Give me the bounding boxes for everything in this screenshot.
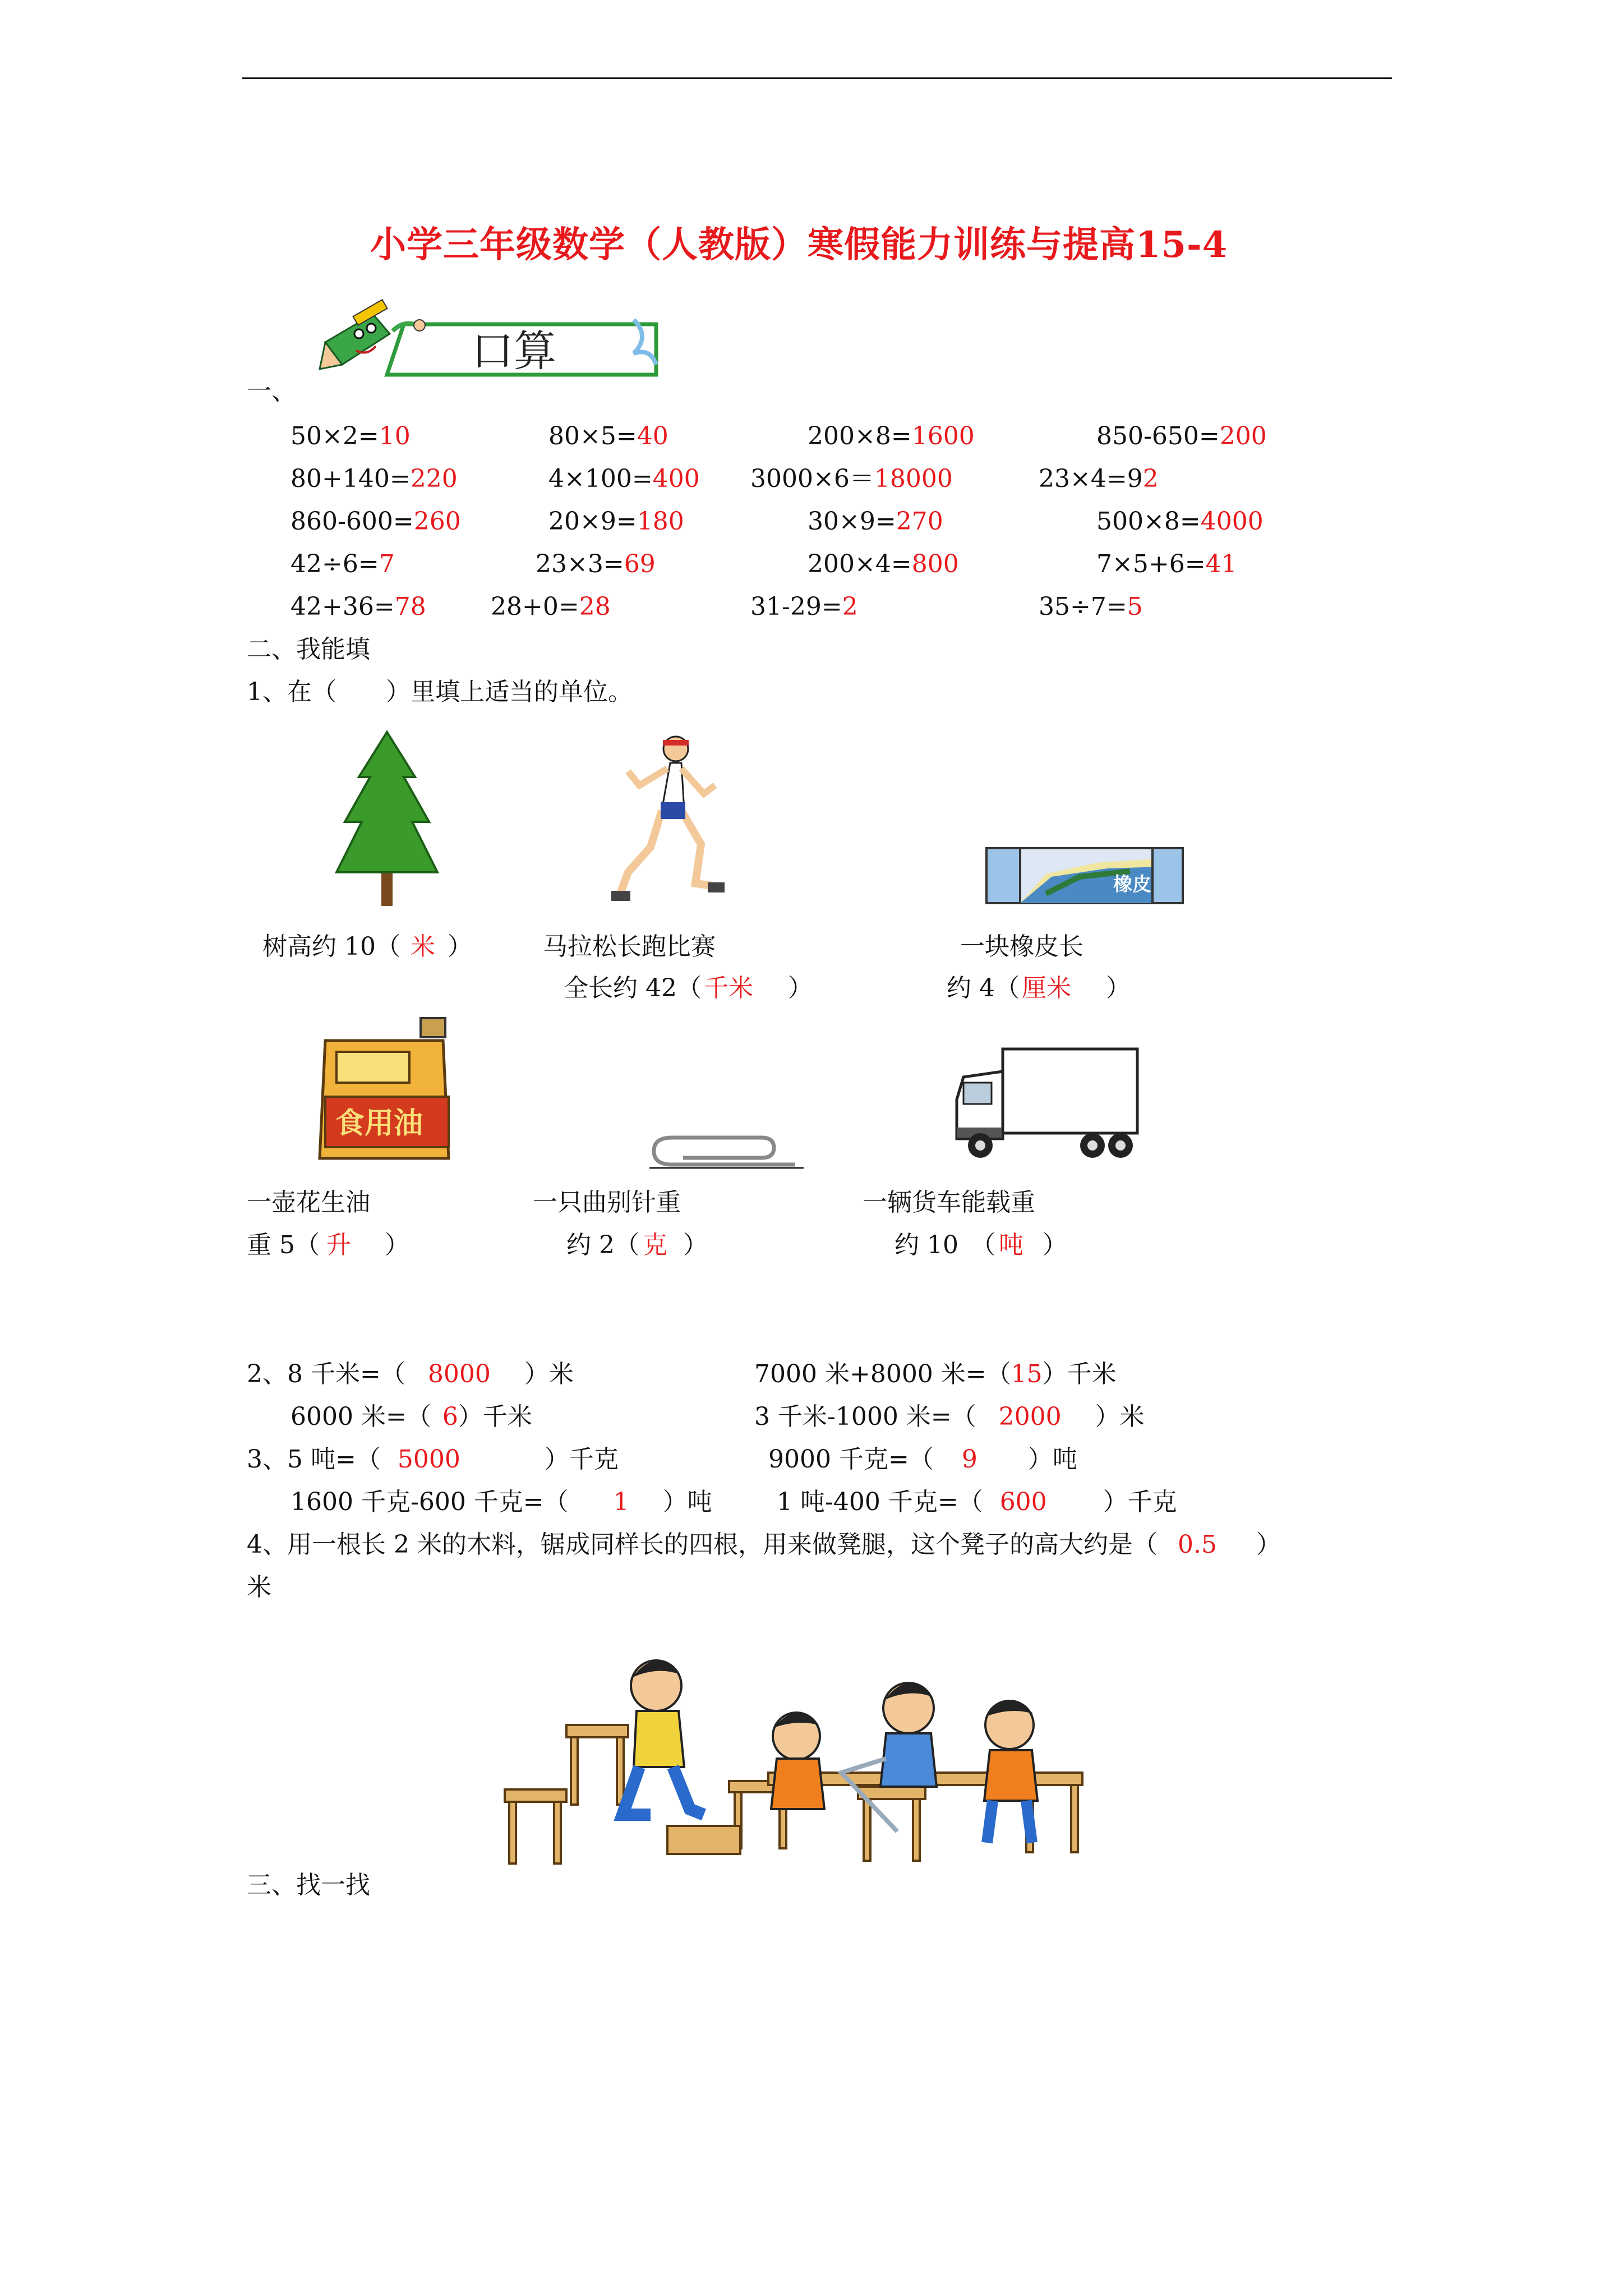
oral-item: 30×9=270	[808, 507, 943, 536]
runner-caption-2: 全长约 42（千米 ）	[564, 974, 813, 1002]
eraser-icon	[984, 846, 1186, 907]
q2-d: 3 千米-1000 米=（ 2000 ）米	[754, 1402, 1145, 1431]
section3-label: 三、找一找	[247, 1871, 370, 1899]
q2-c: 6000 米=（ 6）千米	[291, 1402, 532, 1431]
tree-icon	[336, 732, 437, 906]
clip-caption-2: 约 2（ 克 ）	[566, 1231, 708, 1259]
oral-item: 31-29=2	[750, 592, 858, 621]
oral-item: 35÷7=5	[1039, 592, 1143, 621]
banner-oral-calc	[320, 303, 667, 387]
oil-caption-1: 一壶花生油	[247, 1188, 370, 1217]
truck-caption-1: 一辆货车能载重	[863, 1188, 1035, 1217]
oral-item: 850-650=200	[1096, 422, 1267, 450]
truck-icon	[952, 1043, 1140, 1161]
runner-caption-1: 马拉松长跑比赛	[543, 932, 716, 961]
tree-caption: 树高约 10（ 米 ）	[262, 932, 472, 961]
eraser-caption-2: 约 4（厘米 ）	[947, 974, 1131, 1002]
q4-unit: 米	[247, 1573, 271, 1602]
runner-icon	[611, 732, 723, 906]
oil-jug-icon	[314, 1018, 460, 1170]
oral-item: 80+140=220	[291, 464, 458, 493]
oral-item: 42+36=78	[291, 592, 426, 621]
truck-caption-2: 约 10 （ 吨 ）	[895, 1231, 1067, 1259]
oral-item: 28+0=28	[491, 592, 611, 621]
q3-b: 9000 千克=（ 9 ）吨	[768, 1445, 1077, 1474]
oral-item: 4×100=400	[548, 464, 700, 493]
oral-item: 23×3=69	[536, 550, 656, 578]
section1-label: 一、	[247, 377, 296, 406]
oral-item: 42÷6=7	[291, 550, 395, 578]
oral-item: 860-600=260	[291, 507, 461, 536]
header-rule	[242, 77, 1392, 79]
section2-label: 二、我能填	[247, 635, 370, 664]
q3-d: 1 吨-400 千克=（ 600 ）千克	[777, 1488, 1177, 1516]
oral-item: 200×8=1600	[808, 422, 975, 450]
oral-item: 3000×6＝18000	[750, 464, 953, 493]
question-1: 1、在（ ）里填上适当的单位。	[247, 678, 633, 706]
q3-a: 3、5 吨=（ 5000 ）千克	[247, 1445, 619, 1474]
oral-item: 20×9=180	[548, 507, 684, 536]
q2-a: 2、8 千米=（ 8000 ）米	[247, 1360, 574, 1388]
q3-c: 1600 千克-600 千克=（ 1 ）吨	[291, 1488, 712, 1516]
oral-item: 23×4=92	[1039, 464, 1159, 493]
svg-text:橡皮: 橡皮	[1113, 873, 1151, 896]
eraser-caption-1: 一块橡皮长	[960, 932, 1083, 961]
kids-carpentry-illustration	[505, 1646, 1138, 1868]
paperclip-icon	[649, 1131, 804, 1171]
q4-line: 4、用一根长 2 米的木料，锯成同样长的四根，用来做凳腿，这个凳子的高大约是（ 0.5 ）	[247, 1530, 1281, 1559]
oral-item: 500×8=4000	[1096, 507, 1264, 536]
svg-text:食用油: 食用油	[335, 1107, 423, 1140]
oral-item: 7×5+6=41	[1096, 550, 1237, 578]
page-title: 小学三年级数学（人教版）寒假能力训练与提高15-4	[370, 224, 1228, 266]
clip-caption-1: 一只曲别针重	[533, 1188, 681, 1217]
oral-item: 200×4=800	[808, 550, 959, 578]
oil-caption-2: 重 5（ 升 ）	[247, 1231, 409, 1259]
oral-item: 50×2=10	[291, 422, 411, 450]
oral-item: 80×5=40	[548, 422, 668, 450]
q2-b: 7000 米+8000 米=（15）千米	[754, 1360, 1117, 1388]
banner-text: 口算	[471, 326, 556, 376]
